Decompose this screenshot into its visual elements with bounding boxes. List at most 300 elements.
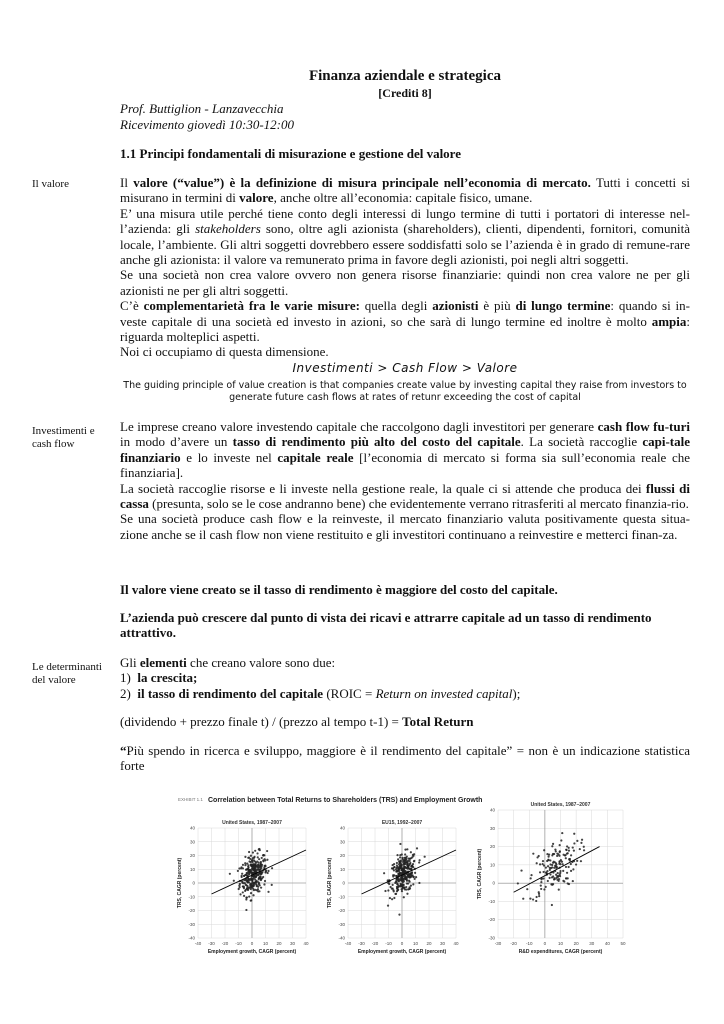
data-point (556, 877, 558, 879)
y-tick-label: 10 (489, 862, 495, 868)
data-point (547, 859, 549, 861)
determinanti-block (120, 655, 690, 773)
data-point (404, 870, 406, 872)
data-point (413, 860, 415, 862)
data-point (526, 888, 528, 890)
data-point (553, 861, 555, 863)
data-point (567, 882, 569, 884)
x-axis-label: Employment growth, CAGR (percent) (207, 949, 297, 955)
data-point (561, 861, 563, 863)
data-point (566, 872, 568, 874)
data-point (566, 845, 568, 847)
data-point (402, 886, 404, 888)
data-point (551, 845, 553, 847)
data-point (404, 861, 406, 863)
data-point (557, 872, 559, 874)
data-point (549, 859, 551, 861)
data-point (583, 849, 585, 851)
data-point (265, 870, 267, 872)
data-point (241, 881, 243, 883)
data-point (253, 868, 255, 870)
data-point (246, 896, 248, 898)
x-tick-label: 10 (557, 941, 564, 946)
data-point (384, 890, 386, 892)
data-point (263, 883, 265, 885)
data-point (393, 874, 395, 876)
data-point (538, 895, 540, 897)
y-tick-label: -20 (188, 908, 195, 913)
data-point (244, 864, 246, 866)
data-point (239, 886, 241, 888)
paragraph: Gli elementi che creano valore sono due: (120, 655, 336, 670)
data-point (532, 853, 534, 855)
data-point (557, 875, 559, 877)
data-point (257, 856, 259, 858)
data-point (258, 882, 260, 884)
data-point (549, 863, 551, 865)
y-tick-label: 40 (339, 825, 345, 831)
data-point (408, 876, 410, 878)
data-point (579, 848, 581, 850)
data-point (387, 889, 389, 891)
data-point (249, 878, 251, 880)
data-point (411, 856, 413, 858)
data-point (407, 857, 409, 859)
data-point (397, 883, 399, 885)
data-point (543, 888, 545, 890)
data-point (530, 877, 532, 879)
y-tick-label: 20 (189, 853, 195, 858)
y-tick-label: 20 (339, 853, 345, 858)
data-point (540, 878, 542, 880)
data-point (552, 883, 554, 885)
data-point (559, 844, 561, 846)
data-point (530, 874, 532, 876)
data-point (553, 867, 555, 869)
y-tick-label: 10 (189, 866, 195, 872)
data-point (246, 885, 248, 887)
data-point (258, 878, 260, 880)
data-point (568, 850, 570, 852)
y-axis-label: TRS, CAGR (percent) (177, 857, 183, 909)
data-point (536, 862, 538, 864)
y-tick-label: -40 (188, 935, 195, 941)
data-point (562, 880, 564, 882)
data-point (559, 850, 561, 852)
formula: (dividendo + prezzo finale t) / (prezzo al tempo t-1) = Total Return (120, 714, 474, 730)
data-point (535, 900, 537, 902)
data-point (397, 858, 399, 860)
data-point (403, 896, 405, 898)
data-point (250, 888, 252, 890)
data-point (539, 863, 541, 865)
x-tick-label: 30 (289, 941, 296, 946)
data-point (565, 877, 567, 879)
data-point (558, 878, 560, 880)
x-tick-label: 40 (303, 941, 309, 946)
data-point (410, 851, 412, 853)
data-point (387, 905, 389, 907)
data-point (419, 859, 421, 861)
data-point (396, 854, 398, 856)
data-point (242, 891, 244, 893)
data-point (570, 854, 572, 856)
data-point (573, 850, 575, 852)
paragraph: Noi ci occupiamo di questa dimensione. (120, 344, 329, 360)
investimenti-block (120, 419, 690, 542)
data-point (259, 884, 261, 886)
data-point (406, 882, 408, 884)
data-point (262, 854, 264, 856)
data-point (560, 839, 562, 841)
data-point (559, 860, 561, 862)
guiding-principle: The guiding principle of value creation is that companies create value by investing capital they raise from investors to generate future cash flows at rates of retunr exceeding the cost of capital (123, 380, 687, 403)
y-tick-label: 10 (339, 866, 345, 872)
data-point (392, 864, 394, 866)
data-point (248, 860, 250, 862)
data-point (252, 894, 254, 896)
data-point (410, 868, 412, 870)
exhibit-svg (170, 790, 640, 960)
margin-note-investimenti: Investimenti e cash flow (32, 425, 95, 450)
data-point (410, 885, 412, 887)
panel-subtitle: EU15, 1992–2007 (381, 820, 423, 826)
data-point (412, 866, 414, 868)
data-point (418, 861, 420, 863)
y-tick-label: -30 (488, 935, 495, 941)
y-tick-label: -10 (188, 894, 195, 900)
paragraph: La società raccoglie risorse e li investe nella gestione reale, la quale ci si attende che produca dei flussi di cassa (presunta, solo se le cose andranno bene) che evidentemente verrano ritrasferiti al mercato finanzia-rio. (120, 480, 690, 512)
data-point (416, 847, 418, 849)
data-point (400, 860, 402, 862)
data-point (261, 866, 263, 868)
data-point (247, 868, 249, 870)
data-point (581, 839, 583, 841)
data-point (258, 858, 260, 860)
data-point (254, 850, 256, 852)
data-point (404, 853, 406, 855)
y-tick-label: 0 (192, 880, 195, 886)
y-tick-label: -20 (488, 917, 495, 923)
data-point (256, 860, 258, 862)
data-point (554, 865, 556, 867)
data-point (401, 890, 403, 892)
data-point (260, 878, 262, 880)
data-point (244, 862, 246, 864)
data-point (246, 863, 248, 865)
data-point (266, 859, 268, 861)
data-point (267, 891, 269, 893)
y-tick-label: -40 (338, 935, 345, 941)
panel-subtitle: United States, 1987–2007 (530, 802, 591, 808)
data-point (253, 856, 255, 858)
data-point (570, 870, 572, 872)
data-point (575, 863, 577, 865)
bold-statement-1: Il valore viene creato se il tasso di rendimento è maggiore del costo del capitale. (120, 582, 558, 597)
list-item: 1) la crescita; (120, 670, 198, 686)
data-point (414, 878, 416, 880)
data-point (264, 880, 266, 882)
x-tick-label: -40 (344, 941, 352, 946)
data-point (543, 864, 545, 866)
x-axis-label: R&D expenditures, CAGR (percent) (518, 949, 603, 955)
data-point (540, 885, 542, 887)
data-point (395, 881, 397, 883)
data-point (247, 880, 249, 882)
data-point (400, 883, 402, 885)
data-point (410, 873, 412, 875)
y-axis-label: TRS, CAGR (percent) (327, 857, 333, 909)
data-point (402, 870, 404, 872)
exhibit-figure (170, 790, 640, 960)
y-tick-label: -30 (188, 921, 195, 927)
data-point (547, 880, 549, 882)
data-point (580, 842, 582, 844)
data-point (573, 842, 575, 844)
panel-subtitle: United States, 1987–2007 (222, 820, 282, 826)
data-point (252, 882, 254, 884)
data-point (408, 880, 410, 882)
x-tick-label: 10 (412, 941, 419, 946)
data-point (256, 889, 258, 891)
x-tick-label: -40 (194, 941, 202, 946)
data-point (406, 873, 408, 875)
x-tick-label: 20 (573, 941, 579, 946)
paragraph: “Più spendo in ricerca e sviluppo, maggiore è il rendimento del capitale” = non è un indicazione statistica forte (120, 742, 690, 774)
data-point (406, 856, 408, 858)
data-point (239, 893, 241, 895)
data-point (250, 900, 252, 902)
x-tick-label: -30 (494, 941, 502, 946)
x-tick-label: 10 (262, 941, 269, 946)
data-point (250, 892, 252, 894)
valore-block (120, 175, 690, 360)
data-point (402, 860, 404, 862)
data-point (572, 880, 574, 882)
data-point (535, 896, 537, 898)
data-point (572, 868, 574, 870)
data-point (393, 890, 395, 892)
data-point (257, 866, 259, 868)
data-point (400, 862, 402, 864)
y-tick-label: 40 (489, 807, 495, 813)
data-point (241, 873, 243, 875)
data-point (391, 888, 393, 890)
y-axis-label: TRS, CAGR (percent) (477, 848, 483, 900)
data-point (570, 863, 572, 865)
data-point (258, 864, 260, 866)
data-point (392, 868, 394, 870)
data-point (412, 876, 414, 878)
x-tick-label: -10 (525, 941, 533, 946)
y-tick-label: 20 (489, 844, 495, 850)
data-point (233, 880, 235, 882)
data-point (529, 898, 531, 900)
data-point (545, 886, 547, 888)
data-point (250, 855, 252, 857)
data-point (395, 875, 397, 877)
margin-note-valore: Il valore (32, 178, 69, 190)
data-point (251, 860, 253, 862)
data-point (549, 867, 551, 869)
y-tick-label: 40 (189, 825, 195, 831)
data-point (246, 888, 248, 890)
data-point (247, 878, 249, 880)
data-point (401, 876, 403, 878)
data-point (549, 873, 551, 875)
x-tick-label: -20 (371, 941, 379, 946)
data-point (257, 874, 259, 876)
data-point (548, 856, 550, 858)
data-point (558, 889, 560, 891)
x-tick-label: -30 (208, 941, 215, 946)
data-point (261, 871, 263, 873)
data-point (401, 880, 403, 882)
list-item: 2) il tasso di rendimento del capitale (ROIC = Return on invested capital); (120, 685, 521, 701)
data-point (396, 862, 398, 864)
data-point (576, 840, 578, 842)
data-point (399, 843, 401, 845)
y-tick-label: 30 (339, 839, 345, 845)
data-point (565, 857, 567, 859)
data-point (271, 884, 273, 886)
data-point (545, 871, 547, 873)
data-point (405, 859, 407, 861)
data-point (580, 860, 582, 862)
handwritten-note: Investimenti > Cash Flow > Valore (292, 361, 518, 375)
data-point (392, 884, 394, 886)
data-point (389, 897, 391, 899)
data-point (260, 887, 262, 889)
x-axis-label: Employment growth, CAGR (percent) (357, 949, 447, 955)
x-tick-label: -10 (385, 941, 392, 946)
data-point (242, 864, 244, 866)
x-tick-label: 20 (276, 941, 282, 946)
x-tick-label: 30 (439, 941, 446, 946)
bold-statement-2: L’azienda può crescere dal punto di vista dei ricavi e attrarre capitale ad un tasso di rendimento attrattivo. (120, 610, 652, 641)
x-tick-label: 50 (620, 941, 626, 946)
x-tick-label: 40 (604, 941, 610, 946)
data-point (551, 854, 553, 856)
paragraph: Le imprese creano valore investendo capitale che raccolgono dagli investitori per generare cash flow fu-turi in modo d’avere un tasso di rendimento più alto del costo del capitale. La società raccoglie capi-tale finanziario e lo investe nel capitale reale [l’economia di mercato si forma sia sull’economia reale che finanziaria]. (120, 419, 691, 481)
data-point (243, 895, 245, 897)
data-point (400, 888, 402, 890)
margin-note-determinanti: Le determinanti del valore (32, 661, 102, 686)
data-point (399, 856, 401, 858)
data-point (253, 863, 255, 865)
data-point (251, 885, 253, 887)
paragraph: Se una società non crea valore ovvero non genera risorse finanziarie: quindi non crea valore ne per gli azionisti ne per gli altri soggetti. (120, 267, 690, 298)
data-point (558, 863, 560, 865)
data-point (583, 846, 585, 848)
data-point (248, 856, 250, 858)
data-point (264, 865, 266, 867)
reception-hours: Ricevimento giovedì 10:30-12:00 (120, 117, 294, 132)
y-tick-label: -10 (488, 898, 495, 904)
data-point (405, 888, 407, 890)
data-point (394, 893, 396, 895)
data-point (399, 854, 401, 856)
data-point (404, 849, 406, 851)
data-point (249, 869, 251, 871)
data-point (264, 859, 266, 861)
data-point (540, 888, 542, 890)
x-tick-label: 40 (453, 941, 459, 946)
y-tick-label: -20 (338, 908, 345, 913)
data-point (260, 863, 262, 865)
data-point (266, 850, 268, 852)
data-point (522, 898, 524, 900)
data-point (259, 876, 261, 878)
data-point (561, 832, 563, 834)
paragraph: Se una società produce cash flow e la reinveste, il mercato finanziario valuta positivamente questa situa-zione anche se il cash flow non viene restituito e gli investitori continuano a reinvestire e metterci finan-za. (120, 511, 690, 542)
data-point (405, 886, 407, 888)
data-point (406, 863, 408, 865)
data-point (576, 860, 578, 862)
data-point (542, 860, 544, 862)
data-point (391, 898, 393, 900)
data-point (244, 856, 246, 858)
data-point (568, 866, 570, 868)
data-point (248, 895, 250, 897)
data-point (569, 859, 571, 861)
data-point (249, 884, 251, 886)
y-tick-label: -30 (338, 921, 345, 927)
data-point (415, 876, 417, 878)
data-point (239, 883, 241, 885)
data-point (555, 874, 557, 876)
exhibit-title: Correlation between Total Returns to Shareholders (TRS) and Employment Growth (208, 797, 483, 804)
data-point (543, 849, 545, 851)
data-point (554, 849, 556, 851)
x-tick-label: -30 (358, 941, 365, 946)
data-point (567, 852, 569, 854)
data-point (241, 875, 243, 877)
x-tick-label: 0 (250, 941, 254, 946)
data-point (406, 848, 408, 850)
data-point (245, 898, 247, 900)
data-point (397, 880, 399, 882)
data-point (401, 864, 403, 866)
credits-label: [Crediti 8] (378, 86, 432, 100)
paragraph: Il valore (“value”) è la definizione di misura principale nell’economia di mercato. Tutti i concetti si misurano in termini di valore, anche oltre all’economia: capitale fisico, umane. (120, 175, 690, 206)
y-tick-label: 30 (489, 825, 495, 831)
data-point (253, 877, 255, 879)
data-point (393, 897, 395, 899)
data-point (398, 914, 400, 916)
data-point (243, 875, 245, 877)
data-point (248, 873, 250, 875)
data-point (256, 852, 258, 854)
data-point (546, 853, 548, 855)
data-point (259, 866, 261, 868)
data-point (396, 864, 398, 866)
data-point (245, 909, 247, 911)
section-title: 1.1 Principi fondamentali di misurazione e gestione del valore (120, 146, 461, 161)
data-point (549, 869, 551, 871)
data-point (383, 872, 385, 874)
data-point (565, 866, 567, 868)
y-tick-label: -10 (338, 894, 345, 900)
x-tick-label: -20 (221, 941, 229, 946)
data-point (573, 833, 575, 835)
data-point (247, 870, 249, 872)
data-point (396, 887, 398, 889)
data-point (271, 867, 273, 869)
data-point (542, 877, 544, 879)
x-tick-label: 0 (400, 941, 404, 946)
data-point (414, 872, 416, 874)
